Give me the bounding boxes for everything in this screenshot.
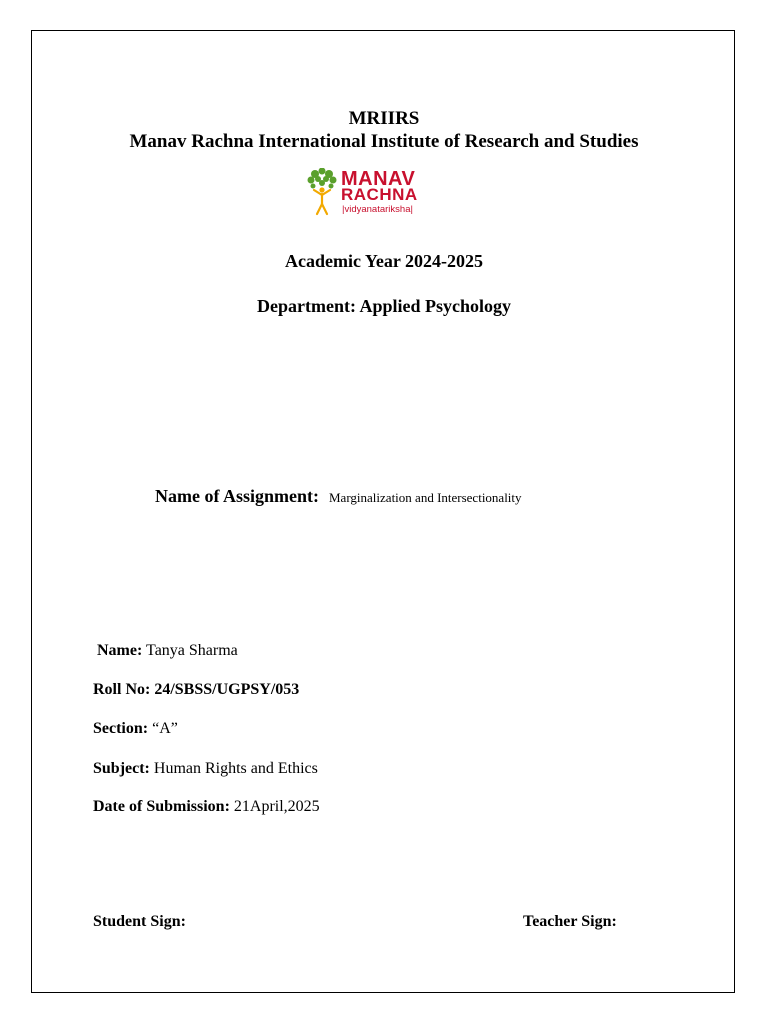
date-value: 21April,2025 — [233, 798, 320, 815]
submission-date-row — [93, 798, 320, 816]
student-sign-label: Student Sign: — [93, 913, 186, 930]
logo-word-rachna: RACHNA — [341, 185, 418, 204]
subject-label: Subject: — [93, 760, 150, 777]
roll-no-row — [93, 681, 299, 699]
roll-label: Roll No: — [93, 681, 151, 698]
department: Department: Applied Psychology — [257, 296, 511, 316]
subject-row — [93, 760, 318, 778]
institute-short-name: MRIIRS — [348, 108, 420, 129]
tree-figure-icon — [305, 168, 339, 218]
subject-value: Human Rights and Ethics — [153, 760, 318, 777]
teacher-sign-label: Teacher Sign: — [523, 913, 617, 930]
name-label: Name: — [97, 642, 143, 659]
assignment-line — [155, 486, 522, 507]
academic-year: Academic Year 2024-2025 — [285, 251, 483, 271]
section-value: “A” — [152, 720, 178, 737]
logo-tagline: |vidyanatariksha| — [342, 204, 413, 215]
name-value: Tanya Sharma — [146, 642, 238, 659]
section-row — [93, 720, 178, 738]
logo-word-manav: MANAV — [341, 168, 416, 190]
section-label: Section: — [93, 720, 149, 737]
assignment-label: Name of Assignment: — [155, 486, 319, 506]
institute-full-name: Manav Rachna International Institute of Research and Studies — [129, 131, 639, 152]
institute-logo — [305, 168, 440, 218]
assignment-title: Marginalization and Intersectionality — [329, 490, 522, 505]
roll-value: 24/SBSS/UGPSY/053 — [154, 681, 300, 698]
student-name-row — [97, 642, 238, 660]
date-label: Date of Submission: — [93, 798, 230, 815]
